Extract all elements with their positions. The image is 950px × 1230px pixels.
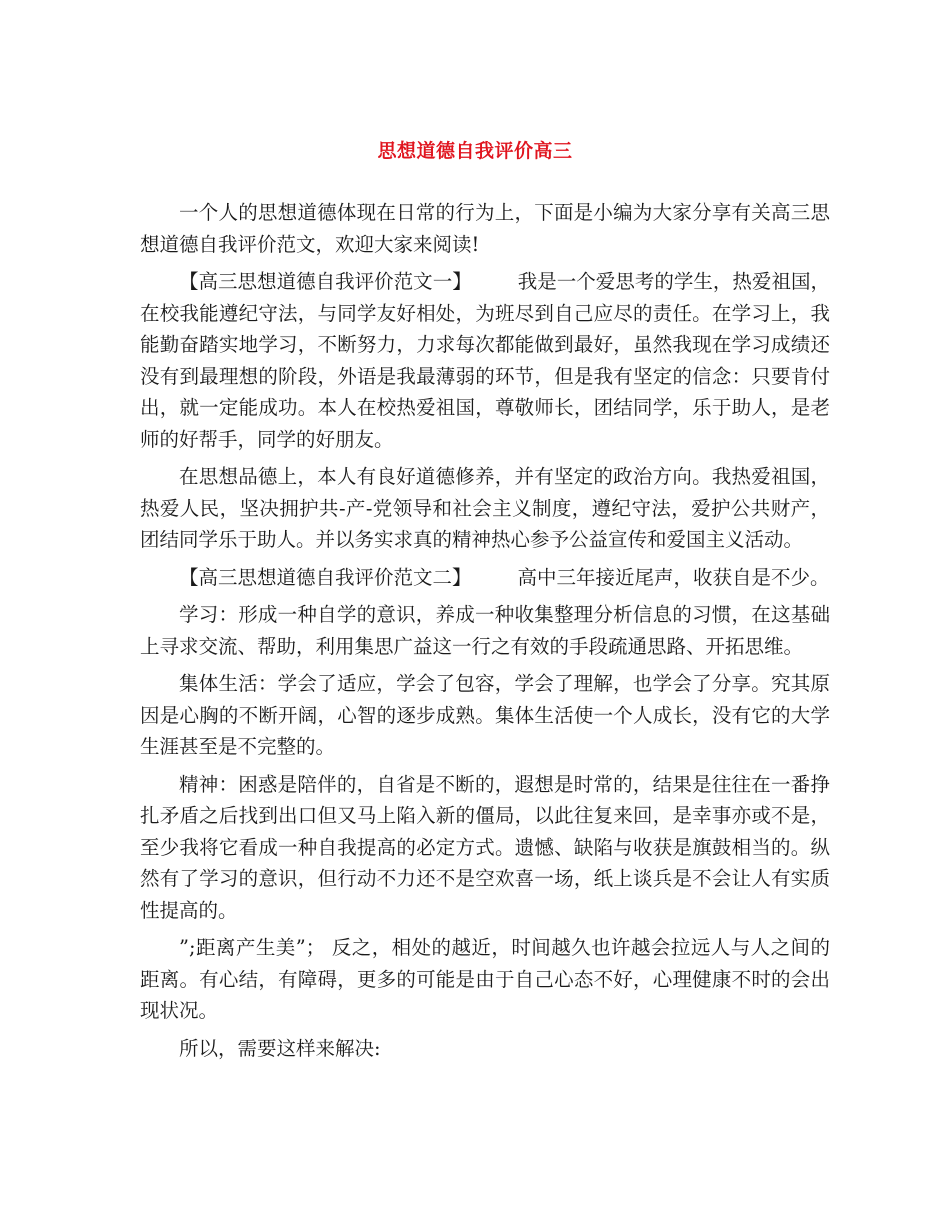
paragraph-text: 高中三年接近尾声，收获自是不少。 xyxy=(517,565,830,589)
paragraph-text: 学习：形成一种自学的意识，养成一种收集整理分析信息的习惯，在这基础上寻求交流、帮助，利用集思广益这一行之有效的手段疏通思路、开拓思维。 xyxy=(140,603,830,658)
paragraph-sample-two xyxy=(140,562,830,594)
paragraph-text: ”;距离产生美”； 反之，相处的越近，时间越久也许越会拉远人与人之间的距离。有心结，有障碍，更多的可能是由于自己心态不好，心理健康不时的会出现状况。 xyxy=(140,936,830,1022)
document-title: 思想道德自我评价高三 xyxy=(377,140,573,162)
paragraph-spirit xyxy=(140,769,830,927)
paragraph-text: 一个人的思想道德体现在日常的行为上，下面是小编为大家分享有关高三思想道德自我评价范文，欢迎大家来阅读! xyxy=(140,201,830,256)
paragraph-text: 所以，需要这样来解决: xyxy=(179,1036,381,1060)
document-body xyxy=(140,197,830,1070)
paragraph-text: 集体生活：学会了适应，学会了包容，学会了理解，也学会了分享。究其原因是心胸的不断开阔，心智的逐步成熟。集体生活使一个人成长，没有它的大学生涯甚至是不完整的。 xyxy=(140,672,830,758)
paragraph-study xyxy=(140,599,830,662)
paragraph-text: 我是一个爱思考的学生，热爱祖国，在校我能遵纪守法，与同学友好相处，为班尽到自己应尽的责任。在学习上，我能勤奋踏实地学习，不断努力，力求每次都能做到最好，虽然我现在学习成绩还没有到最理想的阶段，外语是我最薄弱的环节，但是我有坚定的信念：只要肯付出，就一定能成功。本人在校热爱祖国，尊敬师长，团结同学，乐于助人，是老师的好帮手，同学的好朋友。 xyxy=(140,270,830,451)
paragraph-text: 精神：困惑是陪伴的，自省是不断的，遐想是时常的，结果是往往在一番挣扎矛盾之后找到出口但又马上陷入新的僵局，以此往复来回，是幸事亦或不是，至少我将它看成一种自我提高的必定方式。遗憾、缺陷与收获是旗鼓相当的。纵然有了学习的意识，但行动不力还不是空欢喜一场，纸上谈兵是不会让人有实质性提高的。 xyxy=(140,772,830,922)
paragraph-group-life xyxy=(140,668,830,763)
paragraph-intro xyxy=(140,197,830,260)
paragraph-distance xyxy=(140,932,830,1027)
paragraph-sample-one xyxy=(140,266,830,455)
section-heading: 【高三思想道德自我评价范文一】 xyxy=(179,270,472,293)
paragraph-solution xyxy=(140,1033,830,1065)
paragraph-text: 在思想品德上，本人有良好道德修养，并有坚定的政治方向。我热爱祖国，热爱人民，坚决拥护共-产-党领导和社会主义制度，遵纪守法，爱护公共财产，团结同学乐于助人。并以务实求真的精神热心参予公益宣传和爱国主义活动。 xyxy=(140,465,830,551)
paragraph-morality xyxy=(140,461,830,556)
section-heading: 【高三思想道德自我评价范文二】 xyxy=(179,565,472,589)
